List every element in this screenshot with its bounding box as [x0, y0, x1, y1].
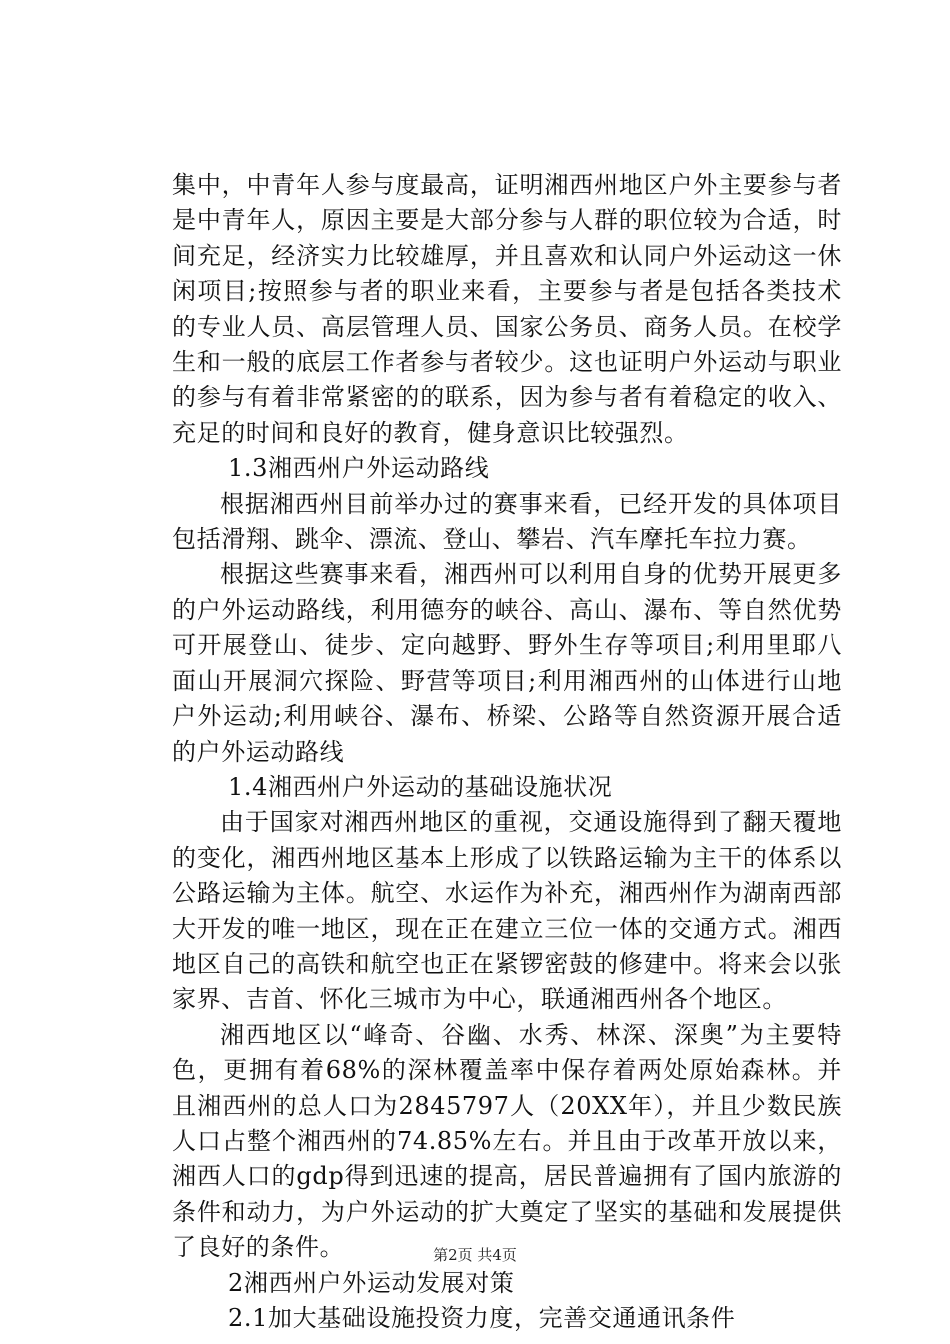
document-body [172, 168, 842, 1336]
body-paragraph-continuation: 集中，中青年人参与度最高，证明湘西州地区户外主要参与者是中青年人，原因主要是大部分参与人群的职位较为合适，时间充足，经济实力比较雄厚，并且喜欢和认同户外运动这一休闲项目;按照参与者的职业来看，主要参与者是包括各类技术的专业人员、高层管理人员、国家公务员、商务人员。在校学生和一般的底层工作者参与者较少。这也证明户外运动与职业的参与有着非常紧密的的联系，因为参与者有着稳定的收入、充足的时间和良好的教育，健身意识比较强烈。 [172, 171, 842, 447]
body-paragraph: 由于国家对湘西州地区的重视，交通设施得到了翻天覆地的变化，湘西州地区基本上形成了以铁路运输为主干的体系以公路运输为主体。航空、水运作为补充，湘西州作为湖南西部大开发的唯一地区，现在正在建立三位一体的交通方式。湘西地区自己的高铁和航空也正在紧锣密鼓的修建中。将来会以张家界、吉首、怀化三城市为中心，联通湘西州各个地区。 [172, 808, 842, 1014]
page-number-footer: 第2页 共4页 [433, 1246, 517, 1264]
section-heading-1-4: 1.4湘西州户外运动的基础设施状况 [228, 772, 613, 801]
body-paragraph: 根据湘西州目前举办过的赛事来看，已经开发的具体项目包括滑翔、跳伞、漂流、登山、攀岩、汽车摩托车拉力赛。 [172, 489, 842, 554]
body-paragraph: 湘西地区以“峰奇、谷幽、水秀、林深、深奥”为主要特色，更拥有着68%的深林覆盖率中保存着两处原始森林。并且湘西州的总人口为2845797人（20XX年），并且少数民族人口占整个湘西州的74.85%左右。并且由于改革开放以来，湘西人口的gdp得到迅速的提高，居民普遍拥有了国内旅游的条件和动力，为户外运动的扩大奠定了坚实的基础和发展提供了良好的条件。 [172, 1020, 842, 1262]
section-heading-2-1: 2.1加大基础设施投资力度，完善交通通讯条件 [228, 1304, 736, 1332]
section-heading-1-3: 1.3湘西州户外运动路线 [228, 454, 490, 483]
section-heading-2: 2湘西州户外运动发展对策 [228, 1268, 515, 1297]
body-paragraph: 根据这些赛事来看，湘西州可以利用自身的优势开展更多的户外运动路线，利用德夯的峡谷、高山、瀑布、等自然优势可开展登山、徒步、定向越野、野外生存等项目;利用里耶八面山开展洞穴探险、野营等项目;利用湘西州的山体进行山地户外运动;利用峡谷、瀑布、桥梁、公路等自然资源开展合适的户外运动路线 [172, 560, 842, 766]
